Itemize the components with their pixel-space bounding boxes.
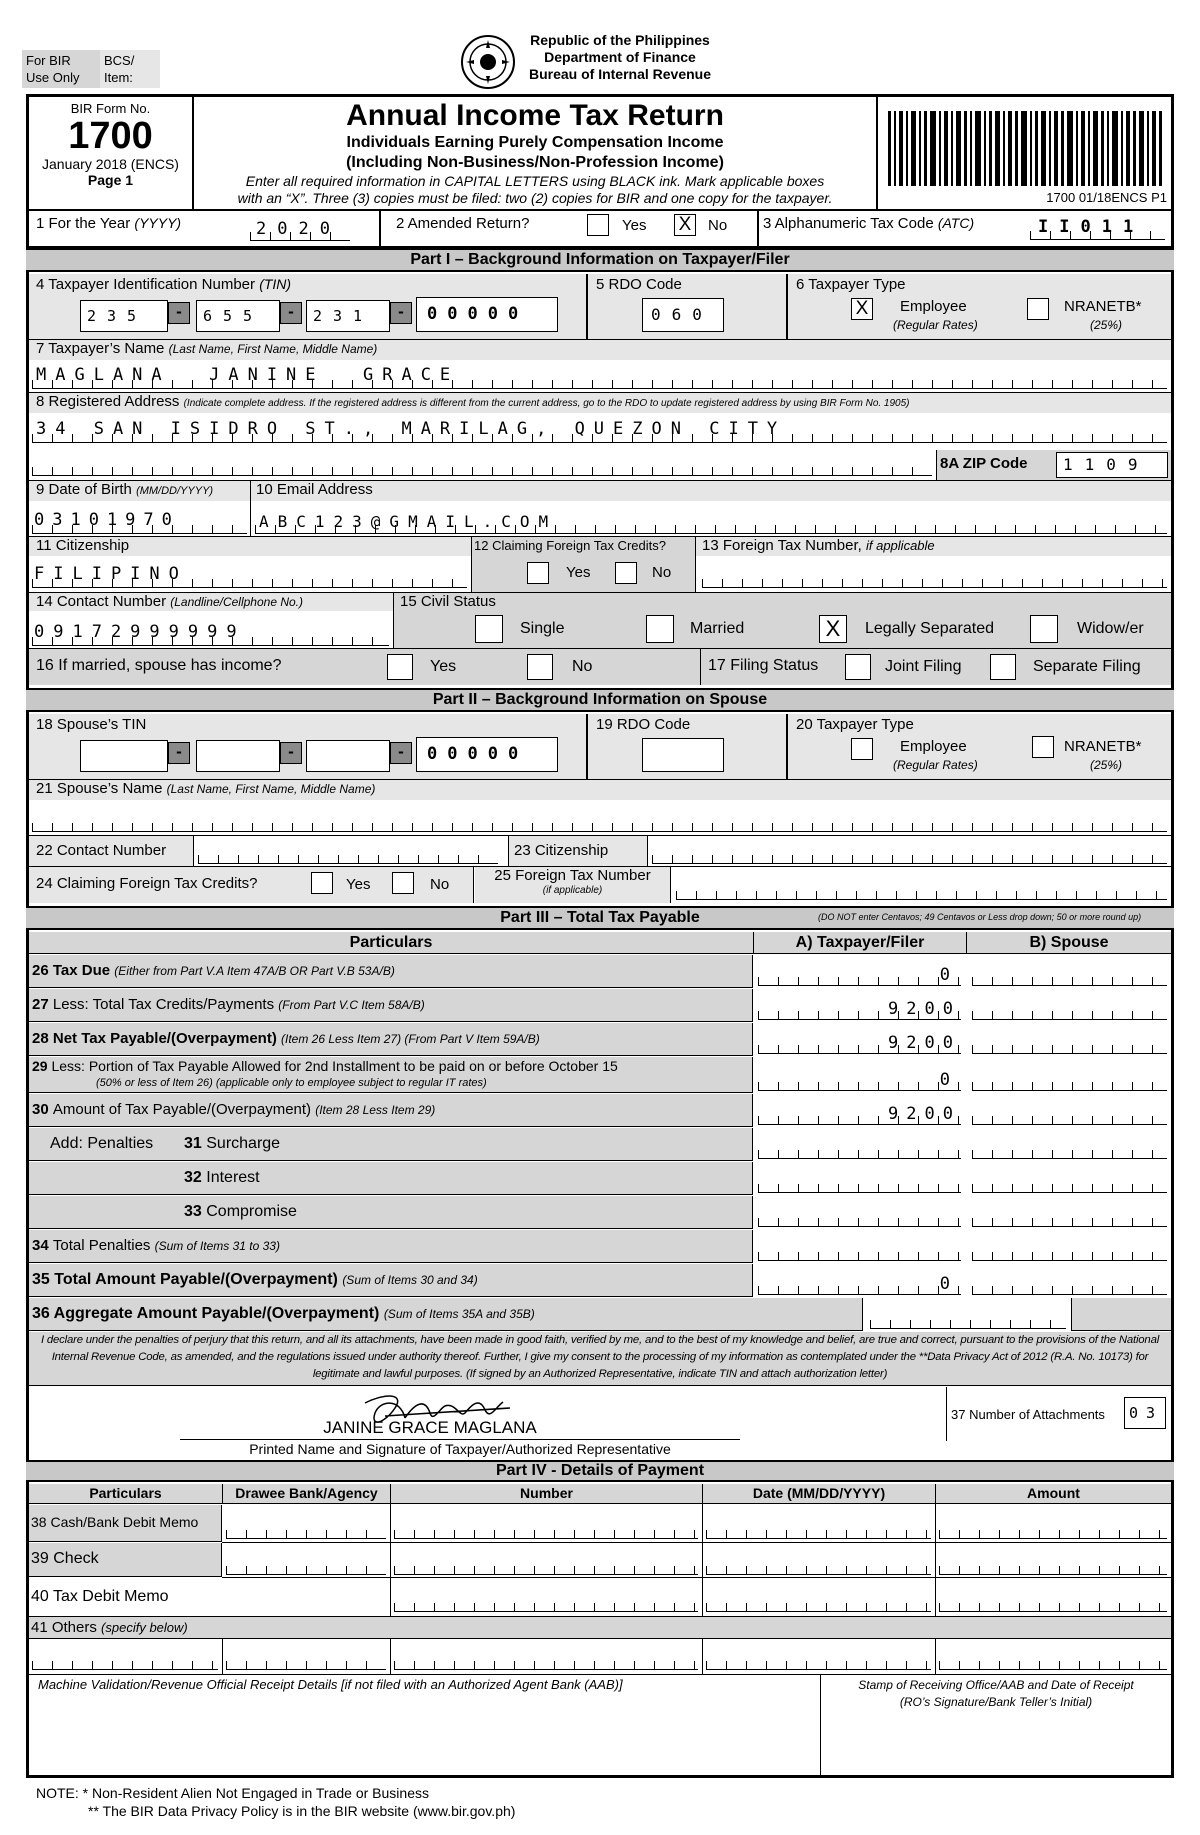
contact-label: 14 Contact Number (Landline/Cellphone No.) — [36, 593, 303, 610]
row-38-label: 38 Cash/Bank Debit Memo — [31, 1514, 199, 1530]
atc-input[interactable]: II011 — [1030, 216, 1165, 240]
spouse-income-label: 16 If married, spouse has income? — [36, 657, 282, 674]
legally-separated-checkbox[interactable]: X — [819, 615, 847, 643]
tin-dash: - — [168, 302, 190, 324]
widow-label: Widow/er — [1077, 620, 1144, 637]
divider — [390, 1639, 391, 1674]
spouse-citizenship-label: 23 Citizenship — [514, 842, 609, 859]
spouse-tin-part-2-input[interactable] — [196, 740, 280, 772]
spouse-tin-part-3-input[interactable] — [306, 740, 390, 772]
bir-use-label-2: Use Only — [26, 70, 80, 85]
amended-label: 2 Amended Return? — [396, 215, 530, 232]
divider — [222, 1542, 1171, 1543]
spouse-foreign-tin-label-cell — [475, 867, 671, 903]
row-41 — [29, 1617, 1171, 1639]
year-input[interactable]: 2020 — [250, 219, 350, 241]
cash-amount-input[interactable] — [939, 1523, 1167, 1539]
form-title: Annual Income Tax Return — [346, 99, 724, 132]
row-27-label: 27 Less: Total Tax Credits/Payments (From Part V.C Item 58A/B) — [32, 996, 425, 1013]
row-32-label: 32 Interest — [184, 1169, 260, 1186]
item-label: Item: — [104, 70, 133, 85]
bir-seal-icon — [460, 34, 516, 90]
spouse-foreign-tin-input[interactable] — [676, 884, 1167, 900]
divider — [757, 211, 759, 246]
joint-filing-label: Joint Filing — [885, 658, 962, 675]
amount-payable-taxpayer-input[interactable]: 9200 — [758, 1105, 961, 1125]
row-33 — [29, 1196, 753, 1229]
name-label: 7 Taxpayer’s Name (Last Name, First Name, Middle Name) — [36, 340, 378, 357]
part1-title: Part I – Background Information on Taxpayer/Filer — [26, 248, 1174, 272]
spouse-income-yes-checkbox[interactable] — [387, 654, 413, 680]
single-label: Single — [520, 620, 565, 637]
row-32 — [29, 1162, 753, 1195]
form-instructions-1: Enter all required information in CAPITAL LETTERS using BLACK ink. Mark applicable boxes — [245, 173, 825, 189]
check-number-input[interactable] — [394, 1559, 698, 1575]
tin-dash: - — [280, 742, 302, 764]
spouse-income-no-label: No — [572, 658, 593, 675]
citizenship-label: 11 Citizenship — [36, 537, 130, 554]
form-subtitle-1: Individuals Earning Purely Compensation Income — [346, 134, 724, 151]
check-bank-input[interactable] — [226, 1559, 386, 1575]
check-amount-input[interactable] — [939, 1559, 1167, 1575]
divider — [250, 481, 251, 536]
amended-no-label: No — [708, 217, 728, 234]
spouse-income-no-checkbox[interactable] — [527, 654, 553, 680]
part3-col-particulars: Particulars — [29, 932, 753, 954]
taxpayer-type-label: 6 Taxpayer Type — [796, 276, 906, 293]
citizenship-input[interactable]: FILIPINO — [32, 562, 467, 588]
dob-input[interactable]: 03101970 — [32, 508, 247, 534]
cash-bank-input[interactable] — [226, 1523, 386, 1539]
row-39-label: 39 Check — [31, 1550, 99, 1567]
tin-part-1-input[interactable]: 235 — [80, 300, 168, 332]
spouse-foreign-tin-label: 25 Foreign Tax Number — [494, 867, 651, 884]
compromise-spouse-input[interactable] — [972, 1211, 1167, 1227]
attachments-label: 37 Number of Attachments — [951, 1407, 1105, 1422]
bcs-item-box — [100, 50, 160, 88]
divider — [222, 1577, 1171, 1578]
row-29-hint: (50% or less of Item 26) (applicable only to employee subject to regular IT rates) — [96, 1077, 487, 1089]
divider — [390, 1484, 391, 1616]
divider — [700, 649, 701, 685]
tax-credits-taxpayer-input[interactable]: 9200 — [758, 1000, 961, 1020]
bcs-label: BCS/ — [104, 53, 135, 68]
installment-spouse-input[interactable] — [972, 1075, 1167, 1091]
part3-col-spouse: B) Spouse — [966, 932, 1171, 954]
atc-label: 3 Alphanumeric Tax Code (ATC) — [763, 215, 975, 232]
aggregate-amount-input[interactable] — [870, 1313, 1066, 1329]
amended-yes-checkbox[interactable] — [587, 214, 609, 236]
page-number: Page 1 — [87, 172, 134, 188]
net-tax-taxpayer-input[interactable]: 9200 — [758, 1034, 961, 1054]
row-33-label: 33 Compromise — [184, 1203, 297, 1220]
footer-notes — [36, 1784, 515, 1820]
spouse-foreign-credit-no-label: No — [430, 876, 450, 893]
divider — [29, 1674, 1171, 1675]
spouse-contact-label: 22 Contact Number — [36, 842, 167, 859]
filing-status-label: 17 Filing Status — [708, 657, 819, 674]
spouse-foreign-credit-label: 24 Claiming Foreign Tax Credits? — [36, 875, 258, 892]
foreign-credit-no-label: No — [652, 564, 672, 581]
rdo-input[interactable]: 060 — [642, 298, 724, 332]
others-amount-input[interactable] — [939, 1654, 1167, 1670]
cash-date-input[interactable] — [706, 1523, 931, 1539]
foreign-credit-label: 12 Claiming Foreign Tax Credits? — [474, 538, 666, 553]
bir-use-box — [22, 50, 100, 88]
barcode-code: 1700 01/18ENCS P1 — [1046, 190, 1167, 205]
amended-no-checkbox[interactable]: X — [674, 214, 696, 236]
part3-title: Part III – Total Tax Payable — [500, 909, 700, 926]
row-30-label: 30 Amount of Tax Payable/(Overpayment) (Item 28 Less Item 29) — [32, 1101, 436, 1118]
net-tax-spouse-input[interactable] — [972, 1038, 1167, 1054]
stamp-label — [822, 1677, 1170, 1711]
tin-dash: - — [168, 742, 190, 764]
divider — [379, 211, 381, 246]
foreign-tin-input[interactable] — [702, 572, 1167, 588]
debit-memo-date-input[interactable] — [706, 1596, 931, 1612]
barcode-block — [876, 97, 1171, 209]
row-26-label: 26 Tax Due (Either from Part V.A Item 47A/B OR Part V.B 53A/B) — [32, 962, 395, 979]
row-36-label: 36 Aggregate Amount Payable/(Overpayment) (Sum of Items 35A and 35B) — [32, 1305, 535, 1322]
row-41-label: 41 Others (specify below) — [31, 1619, 188, 1636]
separate-filing-label: Separate Filing — [1033, 658, 1141, 675]
agency-republic: Republic of the Philippines — [530, 32, 710, 48]
cash-number-input[interactable] — [394, 1523, 698, 1539]
spouse-foreign-credit-yes-checkbox[interactable] — [311, 872, 333, 894]
form-number-block — [29, 97, 194, 209]
spouse-nra-checkbox[interactable] — [1032, 736, 1054, 758]
zip-label: 8A ZIP Code — [940, 455, 1028, 472]
divider — [786, 714, 788, 779]
employee-sub: (Regular Rates) — [893, 318, 978, 332]
civil-status-label: 15 Civil Status — [400, 593, 496, 610]
email-label: 10 Email Address — [256, 481, 373, 498]
foreign-tin-label: 13 Foreign Tax Number, if applicable — [702, 537, 935, 554]
form-subtitle-2: (Including Non-Business/Non-Profession Income) — [346, 154, 724, 171]
nra-checkbox[interactable] — [1027, 298, 1049, 320]
surcharge-taxpayer-input[interactable] — [758, 1143, 961, 1159]
part3-note: (DO NOT enter Centavos; 49 Centavos or Less drop down; 50 or more round up) — [818, 912, 1142, 922]
total-amount-taxpayer-input[interactable]: 0 — [758, 1275, 961, 1295]
part3-col-taxpayer: A) Taxpayer/Filer — [753, 932, 966, 954]
row-28-label: 28 Net Tax Payable/(Overpayment) (Item 26 Less Item 27) (From Part V Item 59A/B) — [32, 1030, 540, 1047]
footer-note-2: ** The BIR Data Privacy Policy is in the BIR website (www.bir.gov.ph) — [88, 1803, 516, 1819]
employee-label: Employee — [900, 298, 967, 315]
widow-checkbox[interactable] — [1030, 615, 1058, 643]
divider — [586, 714, 588, 779]
row-29-label: 29 Less: Portion of Tax Payable Allowed for 2nd Installment to be paid on or before October 15 — [32, 1058, 618, 1074]
others-bank-input[interactable] — [226, 1654, 386, 1670]
spouse-employee-sub: (Regular Rates) — [893, 758, 978, 772]
divider — [29, 209, 1171, 211]
spouse-foreign-tin-hint: (if applicable) — [542, 885, 603, 896]
form-version: January 2018 (ENCS) — [42, 156, 179, 172]
divider — [222, 1639, 223, 1674]
installment-taxpayer-input[interactable]: 0 — [758, 1071, 961, 1091]
part2-title: Part II – Background Information on Spouse — [26, 688, 1174, 712]
foreign-credit-no-checkbox[interactable] — [615, 562, 637, 584]
form-no: 1700 — [68, 115, 153, 157]
dob-label: 9 Date of Birth (MM/DD/YYYY) — [36, 481, 214, 498]
legally-separated-label: Legally Separated — [865, 620, 994, 637]
spouse-name-input[interactable] — [32, 814, 1167, 832]
total-penalties-taxpayer-input[interactable] — [758, 1245, 961, 1261]
debit-memo-amount-input[interactable] — [939, 1596, 1167, 1612]
spouse-tin-label: 18 Spouse’s TIN — [36, 716, 147, 733]
part4-col-date: Date (MM/DD/YYYY) — [702, 1484, 935, 1504]
spouse-foreign-credit-yes-label: Yes — [346, 876, 371, 893]
zip-input[interactable]: 1109 — [1056, 452, 1168, 478]
foreign-credit-yes-checkbox[interactable] — [527, 562, 549, 584]
part4-col-particulars: Particulars — [29, 1484, 222, 1504]
agency-bir: Bureau of Internal Revenue — [528, 66, 712, 82]
spouse-rdo-input[interactable] — [642, 738, 724, 772]
rdo-label: 5 RDO Code — [596, 276, 682, 293]
amount-payable-spouse-input[interactable] — [972, 1109, 1167, 1125]
email-input[interactable]: ABC123@GMAIL.COM — [255, 512, 1167, 534]
spouse-nra-label: NRANETB* — [1064, 738, 1142, 755]
add-penalties-label: Add: Penalties — [50, 1135, 154, 1152]
form-instructions-2: with an “X”. Three (3) copies must be filed: two (2) copies for BIR and one copy for the taxpayer. — [237, 190, 833, 206]
employee-checkbox[interactable]: X — [851, 298, 873, 320]
address-label: 8 Registered Address (Indicate complete address. If the registered address is different from the current address, go to the RDO to update registered address by using BIR Form No. 1905) — [36, 393, 910, 410]
married-checkbox[interactable] — [646, 615, 674, 643]
signature-caption: Printed Name and Signature of Taxpayer/Authorized Representative — [249, 1441, 671, 1457]
agency-dof: Department of Finance — [544, 49, 696, 65]
others-number-input[interactable] — [394, 1654, 698, 1670]
tin-label: 4 Taxpayer Identification Number (TIN) — [36, 276, 292, 293]
divider — [702, 1484, 703, 1616]
part4-title: Part IV - Details of Payment — [26, 1460, 1174, 1482]
footer-note-1: NOTE: * Non-Resident Alien Not Engaged in Trade or Business — [36, 1785, 429, 1801]
row-40-label: 40 Tax Debit Memo — [31, 1588, 169, 1605]
declaration-text: I declare under the penalties of perjury that this return, and all its attachments, have been made in good faith, verified by me, and to the best of my knowledge and belief, are true and correct, pursuant to the provisions of the National Internal Revenue Code, as amended, and the regulations issued under authority thereof. Further, I give my consent to the processing of my information as contemplated under the **Data Privacy Act of 2012 (R.A. No. 10173) for legitimate and lawful purposes. (If signed by an Authorized Representative, indicate TIN and attach authorization letter) — [29, 1332, 1171, 1386]
separate-filing-checkbox[interactable] — [990, 654, 1016, 680]
divider — [702, 1639, 703, 1674]
signature-line — [180, 1439, 740, 1440]
tin-dash: - — [390, 742, 412, 764]
taxpayer-name-input[interactable]: MAGLANA JANINE GRACE — [32, 363, 1167, 389]
tin-part-3-input[interactable]: 231 — [306, 300, 390, 332]
spouse-tin-part-1-input[interactable] — [80, 740, 168, 772]
check-date-input[interactable] — [706, 1559, 931, 1575]
form-no-label: BIR Form No. — [70, 101, 151, 116]
year-label: 1 For the Year (YYYY) — [36, 215, 182, 232]
total-amount-spouse-input[interactable] — [972, 1279, 1167, 1295]
spouse-type-label: 20 Taxpayer Type — [796, 716, 914, 733]
spouse-foreign-credit-no-checkbox[interactable] — [392, 872, 414, 894]
agency-block — [515, 32, 725, 83]
spouse-income-yes-label: Yes — [430, 658, 457, 675]
tax-credits-spouse-input[interactable] — [972, 1004, 1167, 1020]
spouse-nra-sub: (25%) — [1090, 758, 1123, 772]
row-34-label: 34 Total Penalties (Sum of Items 31 to 33) — [32, 1237, 280, 1254]
divider — [935, 1639, 936, 1674]
spouse-contact-input[interactable] — [198, 848, 498, 864]
attachments-input[interactable]: 03 — [1124, 1397, 1166, 1429]
tin-dash: - — [280, 302, 302, 324]
signer-name: JANINE GRACE MAGLANA — [323, 1418, 537, 1437]
stamp-label-2: (RO’s Signature/Bank Teller’s Initial) — [899, 1695, 1093, 1709]
joint-filing-checkbox[interactable] — [845, 654, 871, 680]
contact-input[interactable]: 09172999999 — [32, 620, 389, 646]
row-35-label: 35 Total Amount Payable/(Overpayment) (Sum of Items 30 and 34) — [32, 1271, 478, 1288]
divider — [786, 274, 788, 339]
address-line-2-input[interactable] — [32, 458, 932, 476]
tin-branch-code-input[interactable]: 00000 — [416, 297, 558, 332]
spouse-employee-label: Employee — [900, 738, 967, 755]
part4-col-amount: Amount — [935, 1484, 1171, 1504]
tax-due-spouse-input[interactable] — [972, 970, 1167, 986]
foreign-credit-yes-label: Yes — [566, 564, 591, 581]
row-31-label: 31 Surcharge — [184, 1135, 281, 1152]
divider — [820, 1674, 821, 1778]
part4-col-bank: Drawee Bank/Agency — [222, 1484, 390, 1504]
spouse-employee-checkbox[interactable] — [851, 738, 873, 760]
part4-col-number: Number — [390, 1484, 702, 1504]
form-title-block — [196, 97, 874, 207]
amended-yes-label: Yes — [622, 217, 647, 234]
bir-use-label: For BIR — [26, 53, 71, 68]
others-date-input[interactable] — [706, 1654, 931, 1670]
nra-sub: (25%) — [1090, 318, 1123, 332]
compromise-taxpayer-input[interactable] — [758, 1211, 961, 1227]
single-checkbox[interactable] — [475, 615, 503, 643]
spouse-tin-branch-input[interactable]: 00000 — [416, 737, 558, 772]
address-line-1-input[interactable]: 34 SAN ISIDRO ST., MARILAG, QUEZON CITY — [32, 417, 1167, 443]
validation-label: Machine Validation/Revenue Official Receipt Details [if not filed with an Authorized Agent Bank (AAB)] — [38, 1677, 623, 1692]
divider — [935, 1484, 936, 1616]
interest-spouse-input[interactable] — [972, 1177, 1167, 1193]
spouse-citizenship-input[interactable] — [652, 848, 1167, 864]
others-particulars-input[interactable] — [32, 1654, 218, 1670]
debit-memo-number-input[interactable] — [394, 1596, 698, 1612]
tin-dash: - — [390, 302, 412, 324]
married-label: Married — [690, 620, 745, 637]
divider — [586, 274, 588, 339]
nra-label: NRANETB* — [1064, 298, 1142, 315]
stamp-label-1: Stamp of Receiving Office/AAB and Date of Receipt — [858, 1678, 1134, 1692]
tax-due-taxpayer-input[interactable]: 0 — [758, 966, 961, 986]
spouse-rdo-label: 19 RDO Code — [596, 716, 691, 733]
spouse-name-label: 21 Spouse’s Name (Last Name, First Name, Middle Name) — [36, 780, 376, 797]
interest-taxpayer-input[interactable] — [758, 1177, 961, 1193]
tin-part-2-input[interactable]: 655 — [196, 300, 280, 332]
surcharge-spouse-input[interactable] — [972, 1143, 1167, 1159]
total-penalties-spouse-input[interactable] — [972, 1245, 1167, 1261]
